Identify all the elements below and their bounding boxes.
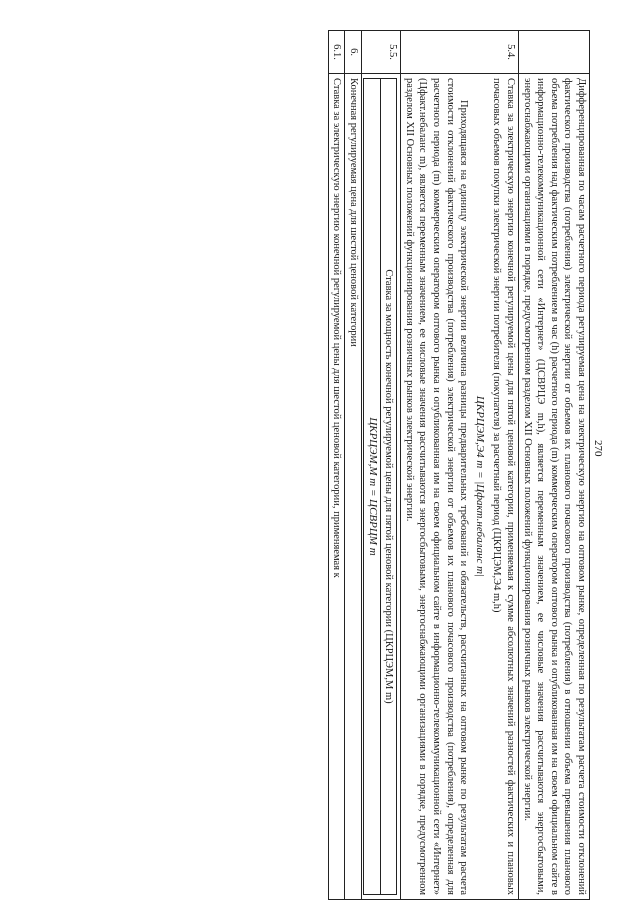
- formula: ЦКРЦЭМ,Э4 m = |Цфакт.небаланс m|: [473, 395, 486, 578]
- formula: ЦКРЦЭМ,М m = ЦСВРЦМ m: [364, 79, 381, 895]
- price-table: [328, 30, 590, 900]
- row-text: Дифференцированная по часам расчетного периода регулируемая цена на электрическую энергию на оптовом рынке, определенная по результатам расчета стоимости отклонений фактического производства (потребления) электрической энергии от объемов их планового почасового производства (потребления) в отношении объема превышения планового объема потребления над фактическим потреблением в час (h) расчетного периода (m) коммерческим оператором оптового рынка и опубликованная им на своем официальном сайте в информационно-телекоммуникационной сети «Интернет» (ЦСВРЦЭ m,h), является переменным значением, ее числовые значения рассчитываются энергосбытовыми, энергоснабжающими организациями в порядке, предусмотренном разделом XII Основных положений функционирования розничных рынков электрической энергии.: [521, 78, 587, 895]
- table-row: [345, 31, 362, 900]
- row-content: [328, 74, 345, 900]
- row-text: Ставка за электрическую энергию конечной регулируемой цены для пятой ценовой категории, применяемая к сумме абсолютных значений разностей фактических и плановых почасовых объемов покупки электрической энергии потребителя (покупателя) за расчетный период (ЦКРЦЭМ,Э4 m,h): [491, 78, 517, 895]
- row-number: 5.4.: [401, 31, 519, 74]
- row-content: [362, 74, 401, 900]
- inner-table: [363, 78, 397, 895]
- rotated-page: [70, 30, 590, 900]
- table-row: [401, 31, 519, 900]
- row-content: [401, 74, 519, 900]
- row-content: [519, 74, 590, 900]
- row-text: Ставка за электрическую энергию конечной регулируемой цены для шестой ценовой категории, применяемая к: [331, 78, 343, 578]
- row-text: Конечная регулируемая цена для шестой ценовой категории: [348, 78, 360, 347]
- table-row: [519, 31, 590, 900]
- row-number: 6.1.: [328, 31, 345, 74]
- row-number: 6.: [345, 31, 362, 74]
- table-row: [328, 31, 345, 900]
- row-number: 5.5.: [362, 31, 401, 74]
- page-number: 270: [592, 440, 604, 457]
- row-label: Ставка за мощность конечной регулируемой цены для пятой ценовой категории (ЦКРЦЭМ,М m): [380, 79, 397, 895]
- row-content: [345, 74, 362, 900]
- row-text-explanation: Приходящаяся на единицу электрической энергии величина разницы предварительных требований и обязательств, рассчитанных на оптовом рынке по результатам расчета стоимости отклонений фактического производства (потребления) электрической энергии от объемов их планового почасового производства (потребления), определенная для расчетного периода (m) коммерческим оператором оптового рынка и опубликованная им на своем официальном сайте в информационно-телекоммуникационной сети «Интернет» (Цфакт.небаланс m), является переменным значением, ее числовые значения рассчитываются энергосбытовыми, энергоснабжающими организациями в порядке, предусмотренном разделом XII Основных положений функционирования розничных рынков электрической энергии.: [403, 78, 470, 895]
- table-row: [362, 31, 401, 900]
- row-number: [519, 31, 590, 74]
